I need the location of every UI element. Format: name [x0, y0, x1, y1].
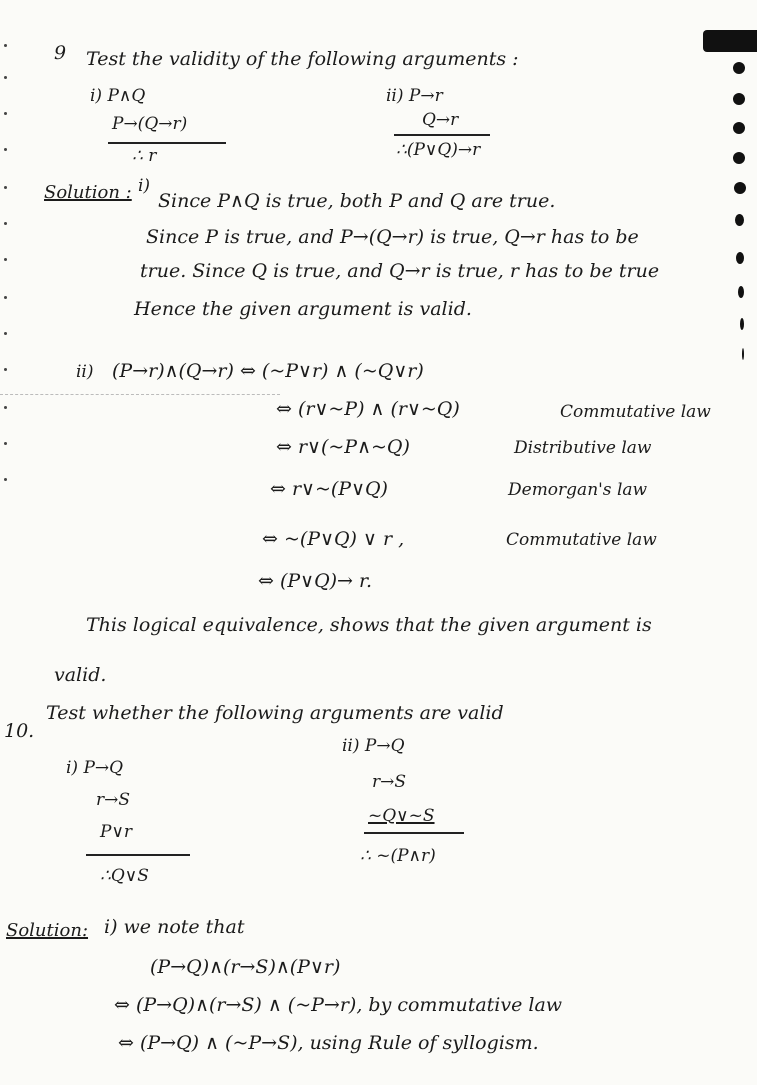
binding-hole	[740, 318, 744, 330]
q9-arg2-conclusion: ∴(P∨Q)→r	[396, 140, 481, 160]
solution9-step4-reason: Demorgan's law	[508, 480, 648, 500]
solution10-line2: ⇔ (P→Q)∧(r→S) ∧ (~P→r), by commutative law	[114, 994, 563, 1016]
q10-number: 10.	[4, 720, 35, 742]
solution9-line3: true. Since Q is true, and Q→r is true, r has to be true	[140, 260, 660, 282]
solution9-conclusion-line2: valid.	[54, 664, 107, 686]
solution9-step2: ⇔ (r∨~P) ∧ (r∨~Q)	[276, 398, 460, 420]
binding-hole	[733, 93, 745, 105]
margin-dot	[4, 478, 7, 481]
solution10-line1: (P→Q)∧(r→S)∧(P∨r)	[150, 956, 341, 978]
solution9-line4: Hence the given argument is valid.	[134, 298, 472, 320]
q9-arg2-premise2: Q→r	[422, 110, 459, 130]
margin-dot	[4, 332, 7, 335]
q9-arg1-premise1: i) P∧Q	[90, 86, 146, 106]
solution9-step3: ⇔ r∨(~P∧~Q)	[276, 436, 410, 458]
solution9-line1: Since P∧Q is true, both P and Q are true.	[158, 190, 556, 212]
q10-arg2-premise3: ~Q∨~S	[368, 806, 435, 826]
margin-dot	[4, 222, 7, 225]
q9-arg1-premise2: P→(Q→r)	[112, 114, 188, 134]
solution9-step3-reason: Distributive law	[514, 438, 652, 458]
q10-arg1-conclusion: ∴Q∨S	[100, 866, 149, 886]
solution9-part2-marker: ii)	[76, 362, 94, 382]
scan-artifact-line	[0, 394, 280, 395]
solution9-step6: ⇔ (P∨Q)→ r.	[258, 570, 373, 592]
q10-arg2-premise2: r→S	[372, 772, 407, 792]
solution9-step5-reason: Commutative law	[506, 530, 657, 550]
margin-dot	[4, 44, 7, 47]
margin-dot	[4, 186, 7, 189]
margin-dot	[4, 76, 7, 79]
q9-arg1-conclusion: ∴ r	[132, 146, 157, 166]
solution9-line2: Since P is true, and P→(Q→r) is true, Q→r has to be	[146, 226, 639, 248]
solution9-part1-marker: i)	[138, 176, 151, 196]
margin-dot	[4, 368, 7, 371]
q10-arg2-rule	[364, 832, 464, 834]
q10-arg1-premise2: r→S	[96, 790, 131, 810]
solution9-step4: ⇔ r∨~(P∨Q)	[270, 478, 388, 500]
solution9-step5: ⇔ ~(P∨Q) ∨ r ,	[262, 528, 405, 550]
margin-dot	[4, 442, 7, 445]
q9-arg2-premise1: ii) P→r	[386, 86, 443, 106]
q10-title: Test whether the following arguments are valid	[46, 702, 504, 724]
q9-title: Test the validity of the following arguments :	[86, 48, 519, 70]
solution9-conclusion-line1: This logical equivalence, shows that the given argument is	[86, 614, 652, 636]
q10-arg1-premise1: i) P→Q	[66, 758, 124, 778]
binding-hole	[733, 62, 745, 74]
binding-hole	[733, 152, 745, 164]
solution9-step1: (P→r)∧(Q→r) ⇔ (~P∨r) ∧ (~Q∨r)	[112, 360, 424, 382]
margin-dot	[4, 296, 7, 299]
binding-hole	[735, 214, 744, 226]
binding-hole	[734, 182, 746, 194]
binding-tab	[703, 30, 757, 52]
margin-dot	[4, 406, 7, 409]
q10-arg1-rule	[86, 854, 190, 856]
q9-number: 9	[54, 42, 67, 64]
binding-hole	[736, 252, 744, 264]
solution10-intro: i) we note that	[104, 916, 245, 938]
margin-dot	[4, 112, 7, 115]
binding-hole	[738, 286, 744, 298]
solution10-label: Solution:	[6, 920, 89, 941]
margin-dot	[4, 148, 7, 151]
q9-arg1-rule	[108, 142, 226, 144]
q9-arg2-rule	[394, 134, 490, 136]
solution9-step2-reason: Commutative law	[560, 402, 711, 422]
solution9-label: Solution :	[44, 182, 132, 203]
q10-arg2-premise1: ii) P→Q	[342, 736, 405, 756]
binding-hole	[742, 348, 744, 360]
solution10-line3: ⇔ (P→Q) ∧ (~P→S), using Rule of syllogism.	[118, 1032, 539, 1054]
q10-arg1-premise3: P∨r	[100, 822, 133, 842]
q10-arg2-conclusion: ∴ ~(P∧r)	[360, 846, 436, 866]
binding-hole	[733, 122, 745, 134]
margin-dot	[4, 258, 7, 261]
